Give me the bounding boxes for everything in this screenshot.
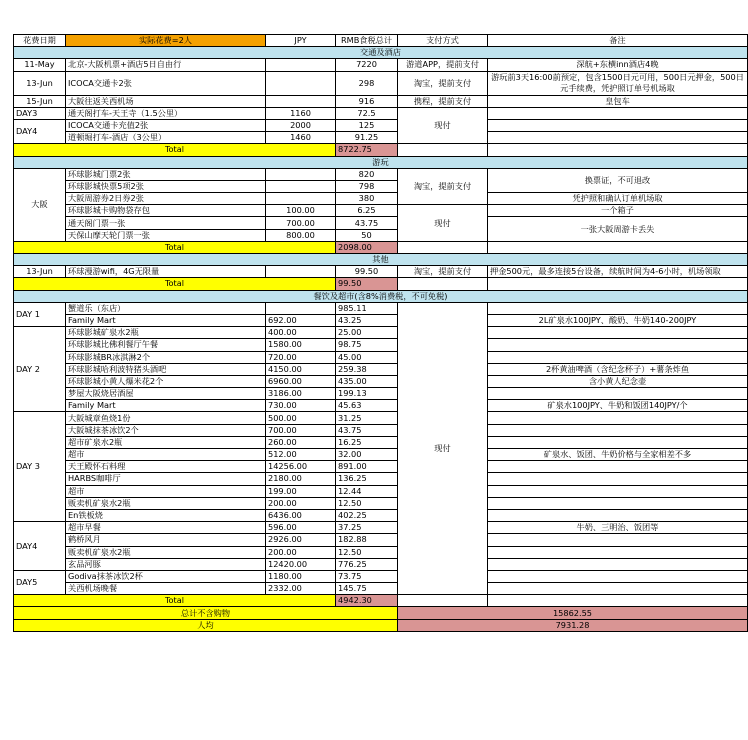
table-row: En铁板烧 6436.00 402.25 — [14, 509, 748, 521]
col-jpy-header: JPY — [266, 35, 336, 47]
table-row: 贩卖机矿泉水2瓶 200.00 12.50 — [14, 497, 748, 509]
table-row: 超市 512.00 32.00 矿泉水、饭团、牛奶价格与全家相差不多 — [14, 449, 748, 461]
table-row: 大阪城抹茶冰饮2个 700.00 43.75 — [14, 424, 748, 436]
table-row: 关西机场晚餐 2332.00 145.75 — [14, 583, 748, 595]
table-row: 11-May 北京-大阪机票+酒店5日自由行 7220 游道APP，提前支付 深航+东横inn酒店4晚 — [14, 59, 748, 71]
table-row: 环球影城卡购物袋存包 100.00 6.25 现付 一个箱子 — [14, 205, 748, 217]
table-row: Family Mart 730.00 45.63 矿泉水100JPY、牛奶和饭团140JPY/个 — [14, 400, 748, 412]
table-row: DAY4 超市早餐 596.00 37.25 牛奶、三明治、饭团等 — [14, 522, 748, 534]
table-row: HARBS咖啡厅 2180.00 136.25 — [14, 473, 748, 485]
table-row: 天王殿怀石料理 14256.00 891.00 — [14, 461, 748, 473]
table-row: 13-Jun ICOCA交通卡2张 298 淘宝，提前支付 游玩前3天16:00前预定，包含1500日元可用，500日元押金，500日元手续费，凭护照订单号机场取 — [14, 71, 748, 95]
section-title-play: 游玩 — [14, 156, 748, 168]
table-row: DAY5 Godiva抹茶冰饮2杯 1180.00 73.75 — [14, 570, 748, 582]
section-title-other: 其他 — [14, 254, 748, 266]
total-row-transport: Total 8722.75 — [14, 144, 748, 156]
col-item-header: 实际花费=2人 — [66, 35, 266, 47]
table-row: 鹤桥风月 2926.00 182.88 — [14, 534, 748, 546]
table-row: 玄品河豚 12420.00 776.25 — [14, 558, 748, 570]
table-row: DAY 3 大阪城章鱼烧1份 500.00 31.25 — [14, 412, 748, 424]
table-row: DAY 2 环球影城矿泉水2瓶 400.00 25.00 — [14, 327, 748, 339]
table-row: 环球影城小黄人爆米花2个 6960.00 435.00 含小黄人纪念壶 — [14, 375, 748, 387]
total-row-other: Total 99.50 — [14, 278, 748, 290]
col-note-header: 备注 — [488, 35, 748, 47]
table-row: 通天阁门票一张 700.00 43.75 一张大阪周游卡丢失 — [14, 217, 748, 229]
table-row: 15-Jun 大阪往返关西机场 916 携程，提前支付 皇包车 — [14, 95, 748, 107]
table-row: 环球影城快票5项2张 798 — [14, 180, 748, 192]
total-row-food: Total 4942.30 — [14, 595, 748, 607]
table-row: DAY3 通天阁打车-天王寺（1.5公里） 1160 72.5 现付 — [14, 107, 748, 119]
table-row: 13-Jun 环球漫游wifi，4G无限量 99.50 淘宝，提前支付 押金500元，最多连接5台设备，续航时间为4-6小时，机场领取 — [14, 266, 748, 278]
section-title-transport: 交通及酒店 — [14, 47, 748, 59]
section-title-food: 餐饮及超市(含8%消费税，不可免税) — [14, 290, 748, 302]
grand-total-row: 总计不含购物 15862.55 — [14, 607, 748, 619]
table-row: 超市矿泉水2瓶 260.00 16.25 — [14, 436, 748, 448]
table-row: DAY4 ICOCA交通卡充值2张 2000 125 — [14, 119, 748, 131]
table-row: 贩卖机矿泉水2瓶 200.00 12.50 — [14, 546, 748, 558]
table-row: 梦屋大阪烧居酒屋 3186.00 199.13 — [14, 388, 748, 400]
table-row: 环球影城比佛利餐厅午餐 1580.00 98.75 — [14, 339, 748, 351]
table-row: 环球影城哈利波特猪头酒吧 4150.00 259.38 2杯黄油啤酒（含纪念杯子）+薯条炸鱼 — [14, 363, 748, 375]
table-row: 天保山摩天轮门票一张 800.00 50 — [14, 229, 748, 241]
header-row — [14, 35, 748, 47]
total-row-play: Total 2098.00 — [14, 241, 748, 253]
table-row: 环球影城BR冰淇淋2个 720.00 45.00 — [14, 351, 748, 363]
expense-sheet — [13, 34, 748, 632]
col-date-header: 花费日期 — [14, 35, 66, 47]
table-row: DAY 1 蟹道乐（东店） 985.11 现付 — [14, 302, 748, 314]
table-row: Family Mart 692.00 43.25 2L矿泉水100JPY、酸奶、牛奶140-200JPY — [14, 314, 748, 326]
table-row: 大阪周游券2日券2张 380 凭护照和确认订单机场取 — [14, 193, 748, 205]
col-pay-header: 支付方式 — [398, 35, 488, 47]
table-row: 道顿堀打车-酒店（3公里） 1460 91.25 — [14, 132, 748, 144]
col-rmb-header: RMB食税总计 — [336, 35, 398, 47]
table-row: 大阪 环球影城门票2张 820 淘宝，提前支付 换票证，不可退改 — [14, 168, 748, 180]
table-row: 超市 199.00 12.44 — [14, 485, 748, 497]
per-person-row: 人均 7931.28 — [14, 619, 748, 631]
